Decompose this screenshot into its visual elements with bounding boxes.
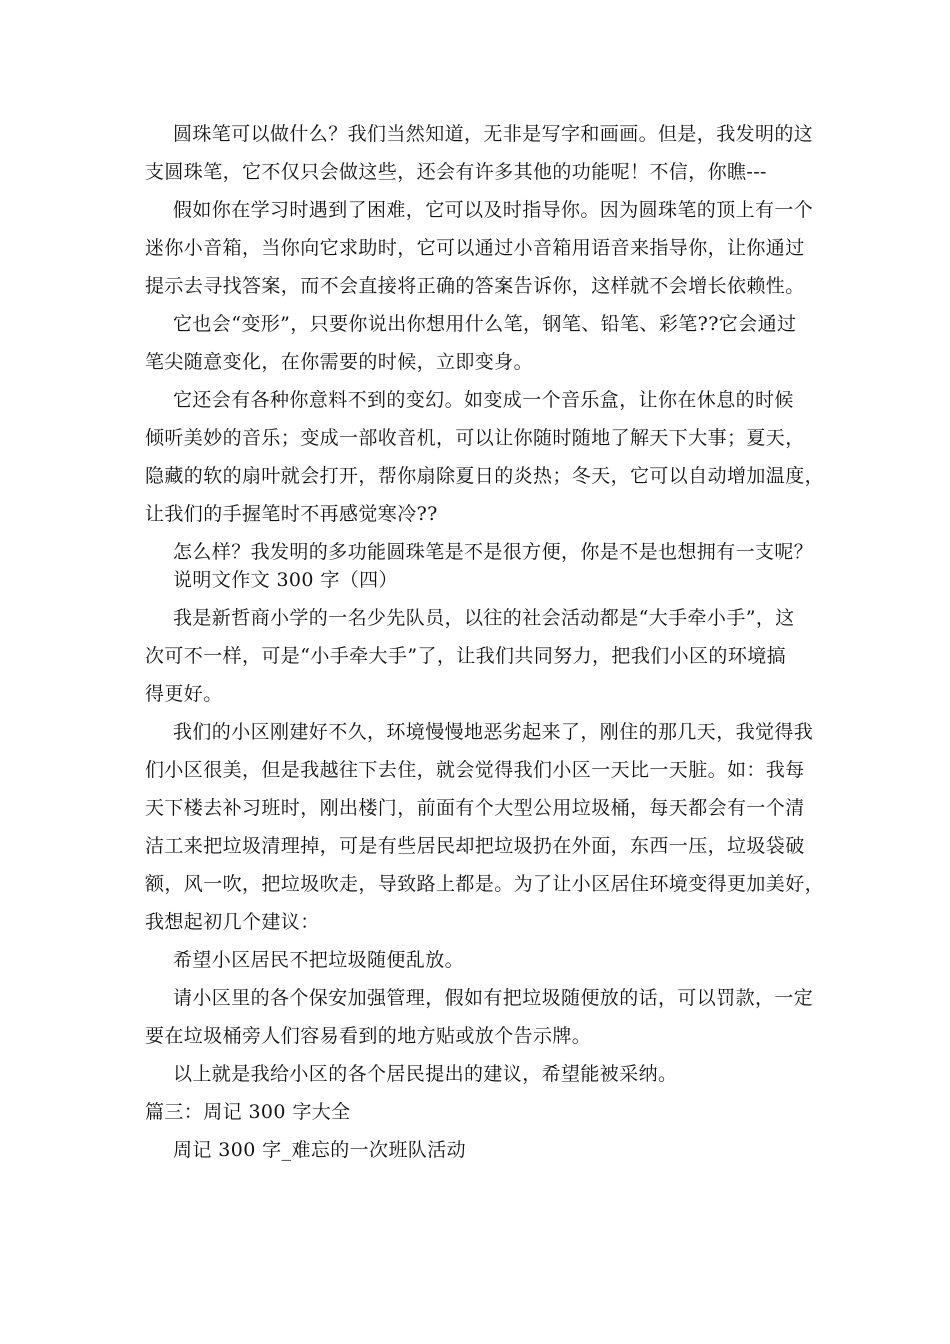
text-line: 请小区里的各个保安加强管理，假如有把垃圾随便放的话，可以罚款，一定 (173, 987, 814, 1009)
text-line: 们小区很美，但是我越往下去住，就会觉得我们小区一天比一天脏。如：我每 (145, 759, 805, 781)
text-line: 假如你在学习时遇到了困难，它可以及时指导你。因为圆珠笔的顶上有一个 (173, 199, 814, 221)
text-line: 它也会“变形”，只要你说出你想用什么笔，钢笔、铅笔、彩笔??它会通过 (173, 313, 797, 335)
text-line: 提示去寻找答案，而不会直接将正确的答案告诉你，这样就不会增长依赖性。 (145, 275, 805, 297)
text-line: 笔尖随意变化，在你需要的时候，立即变身。 (145, 351, 534, 373)
text-line: 希望小区居民不把垃圾随便乱放。 (173, 949, 465, 971)
text-line: 要在垃圾桶旁人们容易看到的地方贴或放个告示牌。 (145, 1025, 592, 1047)
text-line: 次可不一样，可是“小手牵大手”了，让我们共同努力，把我们小区的环境搞 (145, 645, 787, 667)
text-line: 我们的小区刚建好不久，环境慢慢地恶劣起来了，刚住的那几天，我觉得我 (173, 721, 814, 743)
text-line: 怎么样？我发明的多功能圆珠笔是不是很方便，你是不是也想拥有一支呢？ (173, 541, 814, 563)
text-line: 倾听美妙的音乐；变成一部收音机，可以让你随时随地了解天下大事；夏天， (145, 427, 805, 449)
section-heading: 说明文作文 300 字（四） (173, 569, 398, 591)
text-line: 它还会有各种你意料不到的变幻。如变成一个音乐盒，让你在休息的时候 (173, 389, 794, 411)
text-line: 隐藏的软的扇叶就会打开，帮你扇除夏日的炎热；冬天，它可以自动增加温度， (145, 465, 825, 487)
text-line: 天下楼去补习班时，刚出楼门，前面有个大型公用垃圾桶，每天都会有一个清 (145, 797, 805, 819)
section-subheading: 周记 300 字_难忘的一次班队活动 (173, 1139, 467, 1161)
text-line: 我想起初几个建议： (145, 911, 320, 933)
text-line: 额，风一吹，把垃圾吹走，导致路上都是。为了让小区居住环境变得更加美好， (145, 873, 825, 895)
text-line: 迷你小音箱，当你向它求助时，它可以通过小音箱用语音来指导你，让你通过 (145, 237, 805, 259)
text-line: 支圆珠笔，它不仅只会做这些，还会有许多其他的功能呢！不信，你瞧--- (145, 161, 767, 183)
text-line: 洁工来把垃圾清理掉，可是有些居民却把垃圾扔在外面，东西一压，垃圾袋破 (145, 835, 805, 857)
text-line: 得更好。 (145, 683, 223, 705)
text-line: 我是新哲商小学的一名少先队员，以往的社会活动都是“大手牵小手”，这 (173, 607, 795, 629)
text-line: 圆珠笔可以做什么？我们当然知道，无非是写字和画画。但是，我发明的这 (173, 123, 814, 145)
section-heading: 篇三：周记 300 字大全 (145, 1101, 351, 1123)
text-line: 以上就是我给小区的各个居民提出的建议，希望能被采纳。 (173, 1063, 678, 1085)
text-line: 让我们的手握笔时不再感觉寒冷?? (145, 503, 438, 525)
